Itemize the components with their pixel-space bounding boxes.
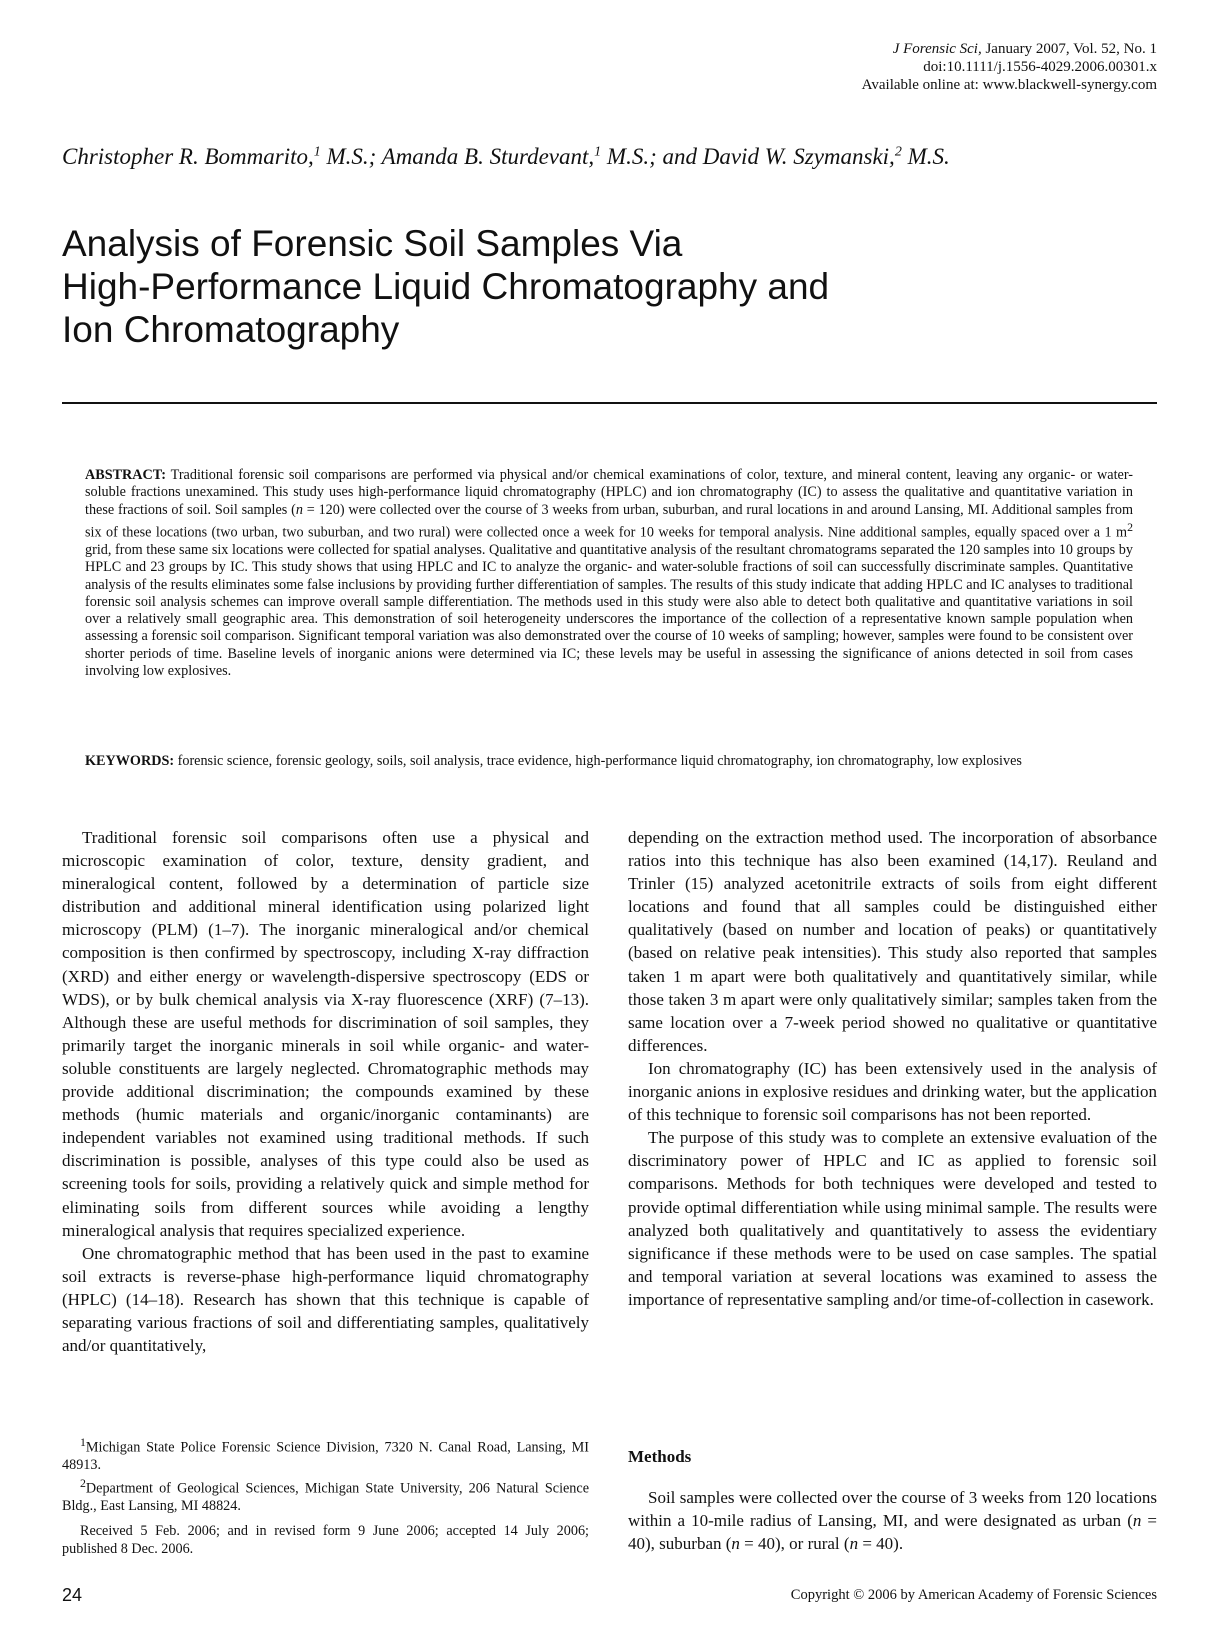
footnotes bbox=[62, 1434, 589, 1558]
variable-n: n bbox=[295, 501, 303, 518]
variable-n: n bbox=[849, 1534, 859, 1554]
methods-text: Soil samples were collected over the course of 3 weeks from 120 locations within a 10-mile radius of Lansing, MI, and were designated as urban ( bbox=[628, 1488, 1157, 1531]
journal-name: J Forensic Sci, bbox=[892, 41, 982, 57]
author-name: Amanda B. Sturdevant, bbox=[381, 144, 595, 169]
received-dates: Received 5 Feb. 2006; and in revised form 9 June 2006; accepted 14 July 2006; published 8 Dec. 2006. bbox=[62, 1523, 589, 1557]
author bbox=[382, 144, 703, 169]
footnote-marker: 1 bbox=[80, 1435, 86, 1449]
copyright: Copyright © 2006 by American Academy of Forensic Sciences bbox=[790, 1587, 1157, 1603]
availability-link[interactable]: Available online at: www.blackwell-synergy.com bbox=[861, 77, 1157, 93]
paragraph: One chromatographic method that has been used in the past to examine soil extracts is reverse-phase high-performance liquid chromatography (HPLC) (14–18). Research has shown that this technique is capable of separating various fractions of soil and differentiating samples, qualitatively and/or quantitatively, bbox=[62, 1243, 589, 1356]
methods-text: = 40). bbox=[858, 1534, 904, 1554]
footnote-text: Department of Geological Sciences, Michigan State University, 206 Natural Science Bldg., East Lansing, MI 48824. bbox=[62, 1480, 589, 1514]
title-line: Ion Chromatography bbox=[62, 309, 400, 350]
abstract bbox=[85, 467, 1133, 680]
paragraph bbox=[628, 1486, 1157, 1555]
paper-title bbox=[62, 222, 1062, 351]
page-number: 24 bbox=[62, 1585, 83, 1605]
doi: doi:10.1111/j.1556-4029.2006.00301.x bbox=[923, 59, 1157, 75]
title-line: High-Performance Liquid Chromatography and bbox=[62, 266, 830, 307]
author-list bbox=[62, 144, 950, 170]
keywords bbox=[85, 752, 1133, 770]
body-column-left bbox=[62, 826, 589, 1357]
paragraph: depending on the extraction method used. The incorporation of absorbance ratios into this technique has also been examined (14,17). Reuland and Trinler (15) analyzed acetonitrile extracts of soils from eight different locations and found that all samples could be distinguished either qualitatively (based on number and location of peaks) or quantitatively (based on relative peak intensities). This study also reported that samples taken 1 m apart were both qualitatively and quantitatively similar, while those taken 3 m apart were only qualitatively similar; samples taken from the same location over a 7-week period showed no qualitative or quantitative differences. bbox=[628, 828, 1157, 1055]
title-line: Analysis of Forensic Soil Samples Via bbox=[62, 223, 683, 264]
author-name: Christopher R. Bommarito, bbox=[62, 144, 314, 169]
author-degree: M.S. bbox=[901, 144, 950, 169]
abstract-label: ABSTRACT: bbox=[85, 467, 166, 483]
variable-n: n bbox=[731, 1534, 740, 1554]
abstract-text: Traditional forensic soil comparisons are performed via physical and/or chemical examinations of color, texture, and mineral content, leaving any organic- or water-soluble fractions unexamined. This study uses high-performance liquid chromatography (HPLC) and ion chromatography (IC) to assess the qualitative and quantitative variation in these fractions of soil. Soil samples ( bbox=[85, 467, 1133, 518]
paragraph: Ion chromatography (IC) has been extensively used in the analysis of inorganic anions in explosive residues and drinking water, but the application of this technique to forensic soil comparisons has not been reported. bbox=[628, 1058, 1157, 1125]
methods-text: = 40), suburban ( bbox=[628, 1511, 1157, 1554]
abstract-text: grid, from these same six locations were collected for spatial analyses. Qualitative and quantitative analysis of the resultant chromatograms separated the 120 samples into 10 groups by HPLC and 23 groups by IC. This study shows that using HPLC and IC to analyze the organic- and water-soluble fractions of soil can successfully discriminate samples. Quantitative analysis of the results eliminates some false inclusions by providing further differentiation of samples. The results of this study indicate that adding HPLC and IC analyses to traditional forensic soil analysis schemes can improve overall sample differentiation. The methods used in this study were also able to detect both qualitative and quantitative variations in soil over a relatively small geographic area. This demonstration of soil heterogeneity underscores the importance of the collection of a representative known sample population when assessing a forensic soil comparison. Significant temporal variation was also demonstrated over the course of 10 weeks of sampling; however, samples were found to be consistent over shorter periods of time. Baseline levels of inorganic anions were determined via IC; these levels may be useful in assessing the significance of anions detected in soil from cases involving low explosives. bbox=[85, 541, 1133, 679]
section-heading-methods: Methods bbox=[628, 1447, 692, 1466]
paragraph: The purpose of this study was to complete an extensive evaluation of the discriminatory power of HPLC and IC as applied to forensic soil comparisons. Methods for both techniques were developed and tested to provide optimal differentiation while using minimal sample. The results were analyzed both qualitatively and quantitatively to assess the evidentiary significance if these methods were to be used on case samples. The spatial and temporal variation at several locations was examined to assess the importance of representative sampling and/or time-of-collection in casework. bbox=[628, 1128, 1157, 1309]
superscript: 2 bbox=[1127, 519, 1133, 534]
abstract-text: = 120) were collected over the course of 3 weeks from urban, suburban, and rural locations in and around Lansing, MI. Additional samples from six of these locations (two urban, two suburban, and two rural) were collected once a week for 10 weeks for temporal analysis. Nine additional samples, equally spaced over a 1 m bbox=[85, 501, 1133, 541]
author-name: David W. Szymanski, bbox=[702, 144, 895, 169]
footnote-text: Michigan State Police Forensic Science Division, 7320 N. Canal Road, Lansing, MI 48913. bbox=[62, 1439, 589, 1474]
affiliation-marker: 2 bbox=[894, 144, 902, 160]
keywords-text: forensic science, forensic geology, soils, soil analysis, trace evidence, high-performance liquid chromatography, ion chromatography, low explosives bbox=[174, 753, 1022, 769]
title-divider bbox=[62, 402, 1157, 404]
author bbox=[703, 144, 950, 169]
footnote-marker: 2 bbox=[80, 1475, 86, 1490]
affiliation-marker: 1 bbox=[313, 144, 321, 160]
author bbox=[62, 144, 382, 169]
footnote bbox=[62, 1434, 589, 1475]
methods-text: = 40), or rural ( bbox=[739, 1534, 850, 1554]
body-column-right bbox=[628, 826, 1157, 1311]
journal-issue: January 2007, Vol. 52, No. 1 bbox=[981, 41, 1157, 57]
affiliation-marker: 1 bbox=[594, 144, 602, 160]
footnote bbox=[62, 1475, 589, 1516]
paragraph: Traditional forensic soil comparisons often use a physical and microscopic examination of color, texture, density gradient, and mineralogical content, followed by a determination of particle size distribution and additional mineral identification using polarized light microscopy (PLM) (1–7). The inorganic mineralogical and/or chemical composition is then confirmed by spectroscopy, including X-ray diffraction (XRD) and either energy or wavelength-dispersive spectroscopy (EDS or WDS), or by bulk chemical analysis via X-ray fluorescence (XRF) (7–13). Although these are useful methods for discrimination of soil samples, they primarily target the inorganic minerals in soil while organic- and water-soluble constituents are largely neglected. Chromatographic methods may provide additional discrimination; the compounds examined by these methods (humic materials and organic/inorganic contaminants) are independent variables not examined using traditional methods. If such discrimination is possible, analyses of this type could also be used as screening tools for soils, providing a relatively quick and simple method for eliminating soils from different sources while avoiding a lengthy mineralogical analysis that requires specialized experience. bbox=[62, 828, 589, 1240]
journal-citation bbox=[862, 40, 1157, 94]
variable-n: n bbox=[1132, 1511, 1142, 1531]
methods-section bbox=[628, 1486, 1157, 1555]
keywords-label: KEYWORDS: bbox=[85, 753, 175, 769]
journal-citation-line bbox=[862, 40, 1157, 58]
author-degree: M.S.; and bbox=[601, 144, 703, 169]
author-degree: M.S.; bbox=[320, 144, 382, 169]
